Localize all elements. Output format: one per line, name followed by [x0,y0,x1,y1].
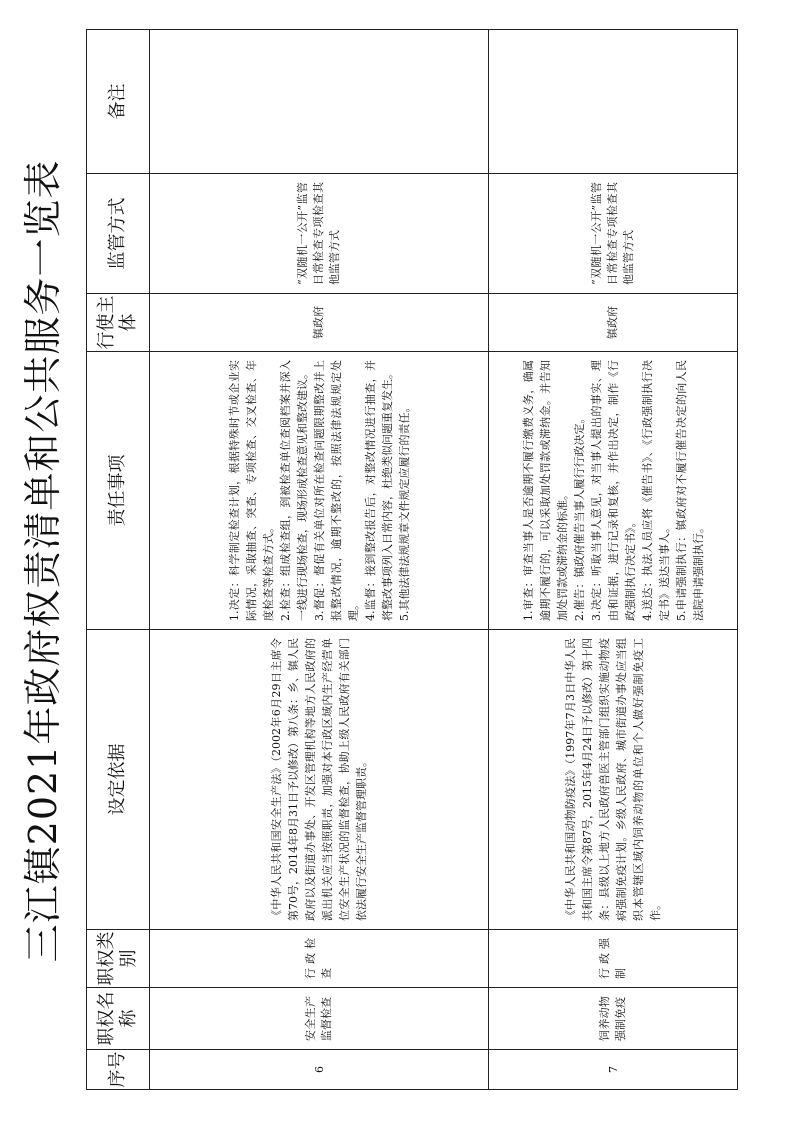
resp-item: 3.决定：听取当事人意见，对当事人提出的事实、理由和证据，进行记录和复核，并作出决定，制作《行政强制执行决定书》。 [589,360,637,621]
table-row [150,30,489,1090]
resp-item: 5.申请强制执行：镇政府对不履行催告决定的向人民法院申请强制执行。 [674,360,705,621]
cell-remark [150,30,489,174]
resp-item: 2.检查：组成检查组，到被检查单位查阅档案并深入一线进行现场检查，现场形成检查意见和整改建议。 [278,360,309,621]
cell-seq: 7 [489,1050,738,1090]
cell-type: 行政检查 [150,930,489,988]
resp-item: 1.审查：审查当事人是否逾期不履行缴费义务，确属逾期不履行的，可以采取加处罚款或滞纳金。并告知加处罚款或滞纳金的标准。 [521,360,569,621]
cell-name: 安全生产监督检查 [150,988,489,1050]
cell-responsibility [150,352,489,630]
resp-item: 3.督促：督促有关单位对所在检查问题限期整改并上报整改情况，逾期不整改的，按照法律法规规定处理。 [312,360,360,621]
cell-supervision: “双随机一公开”监管日常检查专项检查其他监管方式 [150,174,489,294]
cell-responsibility [489,352,738,630]
table-header-row [87,30,150,1090]
table-row [489,30,738,1090]
cell-type: 行政强制 [489,930,738,988]
resp-item: 4.监督：接到整改报告后，对整改情况进行抽查，并将整改事项列入日常内容，杜绝类似问题重复发生。 [363,360,394,621]
page-title: 三江镇2021年政府权责清单和公共服务一览表 [21,159,65,963]
cell-remark [489,30,738,174]
header-responsibility: 责任事项 [87,352,150,630]
cell-basis: 《中华人民共和国安全生产法》（2002年6月29日主席令第70号，2014年8月31日予以修改）第八条：乡、镇人民政府以及街道办事处、开发区管理机构等地方人民政府的派出机关应当按照职责，加强对本行政区域内生产经营单位安全生产状况的监督检查，协助上级人民政府有关部门依法履行安全生产监督管理职责。 [150,630,489,930]
resp-item: 4.送达：执法人员应将《催告书》、《行政强制执行决定书》送达当事人。 [640,360,671,621]
resp-item: 1.决定：科学制定检查计划，根据特殊时节或企业实际情况，采取抽查、突查、专项检查、交叉检查、年度检查等检查方式。 [227,360,275,621]
cell-seq: 6 [150,1050,489,1090]
cell-subject: 镇政府 [489,294,738,352]
resp-item: 2.催告：镇政府催告当事人履行行政决定。 [572,412,586,621]
responsibility-table [86,29,738,1090]
cell-name: 饲养动物强制免疫 [489,988,738,1050]
header-type: 职权类别 [87,930,150,988]
header-name: 职权名称 [87,988,150,1050]
cell-basis: 《中华人民共和国动物防疫法》（1997年7月3日中华人民共和国主席令第87号，2015年4月24日予以修改）第十四条：县级以上地方人民政府兽医主管部门组织实施动物疫病强制免疫计划。乡级人民政府、城市街道办事处应当组织本管辖区域内饲养动物的单位和个人做好强制免疫工作。 [489,630,738,930]
header-remark: 备注 [87,30,150,174]
cell-subject: 镇政府 [150,294,489,352]
header-supervision: 监管方式 [87,174,150,294]
header-seq: 序号 [87,1050,150,1090]
header-subject: 行使主体 [87,294,150,352]
cell-supervision: “双随机一公开”监管日常检查专项检查其他监管方式 [489,174,738,294]
resp-item: 5.其他法律法规规章文件规定应履行的责任。 [397,401,411,621]
header-basis: 设定依据 [87,630,150,930]
